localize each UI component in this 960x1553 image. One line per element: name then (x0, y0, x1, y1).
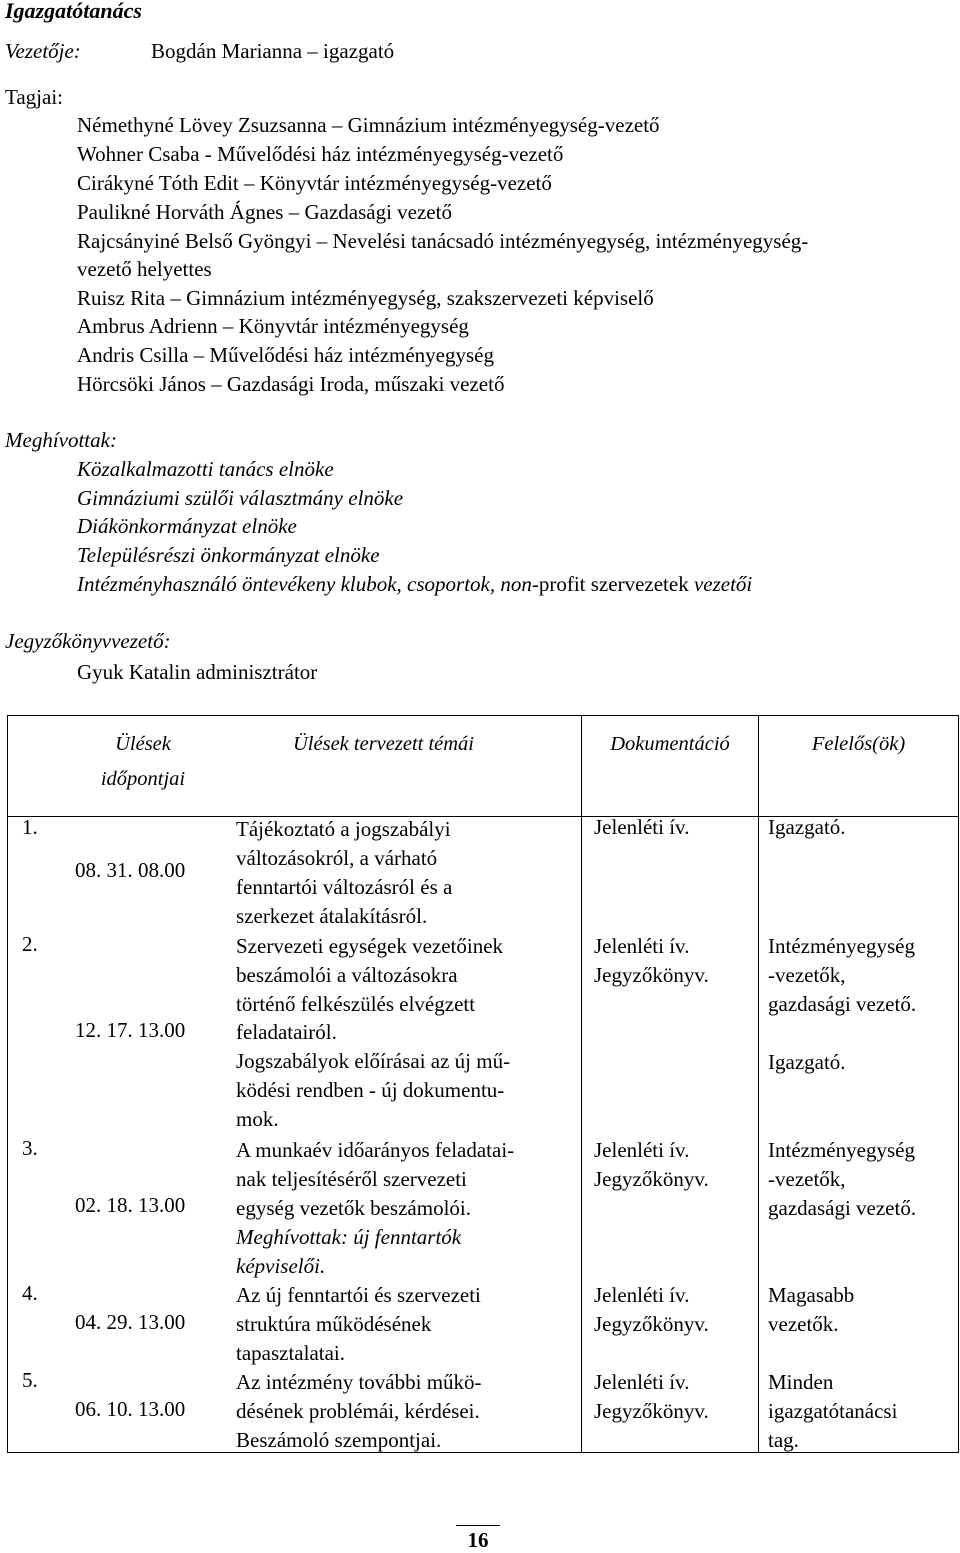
header-topics: Ülések tervezett témái (293, 733, 475, 755)
invited-line: Gimnáziumi szülői választmány elnöke (77, 486, 404, 510)
topic-line: szerkezet átalakításról. (236, 904, 428, 928)
table-col-divider (758, 814, 759, 1452)
topic-line: Meghívottak: új fenntartók (236, 1225, 462, 1249)
row-date: 02. 18. 13.00 (75, 1193, 186, 1217)
responsible-line: Intézményegység (768, 934, 915, 958)
topic-line: beszámolói a változásokra (236, 962, 458, 987)
leader-value: Bogdán Marianna – igazgató (151, 39, 395, 63)
section-heading: Igazgatótanács (5, 0, 142, 23)
row-topics (236, 1368, 482, 1455)
topic-line: történő felkészülés elvégzett (236, 991, 476, 1016)
row-number: 5. (22, 1368, 38, 1392)
header-date-line2: időpontjai (100, 768, 186, 790)
doc-line: Jegyzőkönyv. (594, 1167, 709, 1191)
responsible-line: igazgatótanácsi (768, 1399, 898, 1423)
invited-line: Településrészi önkormányzat elnöke (77, 543, 380, 567)
leader-label: Vezetője: (5, 39, 81, 63)
member-line: vezető helyettes (77, 257, 212, 281)
page-number: 16 (456, 1525, 500, 1553)
row-responsible (768, 1368, 897, 1455)
invited-line-part: vezetői (688, 572, 753, 596)
topic-line: ködési rendben - új dokumentu- (236, 1077, 505, 1102)
row-docs: Jelenléti ív. (594, 815, 690, 839)
member-line: Ambrus Adrienn – Könyvtár intézményegység (77, 314, 469, 338)
row-responsible (768, 1136, 916, 1223)
invited-line (77, 572, 752, 597)
row-date: 06. 10. 13.00 (75, 1397, 186, 1421)
doc-line: Jelenléti ív. (594, 1283, 690, 1307)
doc-line: Jelenléti ív. (594, 934, 690, 958)
doc-line: Jelenléti ív. (594, 1370, 690, 1394)
topic-line: Az új fenntartói és szervezeti (236, 1283, 481, 1307)
responsible-line: gazdasági vezető. (768, 992, 917, 1016)
responsible-line: tag. (768, 1428, 799, 1452)
row-topics (236, 815, 452, 931)
table-header-row (8, 716, 959, 817)
table-col-divider (581, 814, 582, 1452)
topic-line: tapasztalatai. (236, 1341, 346, 1365)
row-responsible: Igazgató. (768, 815, 846, 839)
members-label: Tagjai: (5, 85, 64, 109)
recorder-value: Gyuk Katalin adminisztrátor (77, 660, 318, 684)
row-number: 1. (22, 815, 38, 839)
member-line: Wohner Csaba - Művelődési ház intézményegység-vezető (77, 142, 564, 166)
doc-line: Jelenléti ív. (594, 1138, 690, 1162)
row-responsible (768, 1281, 854, 1339)
member-line: Andris Csilla – Művelődési ház intézményegység (77, 343, 494, 367)
member-line: Paulikné Horváth Ágnes – Gazdasági vezető (77, 200, 452, 224)
row-docs (594, 1281, 709, 1339)
row-date: 04. 29. 13.00 (75, 1310, 186, 1334)
row-number: 2. (22, 932, 38, 956)
row-docs (594, 1368, 709, 1426)
row-topics (236, 1136, 514, 1281)
member-line: Némethyné Lövey Zsuzsanna – Gimnázium intézményegység-vezető (77, 113, 660, 137)
topic-line: fenntartói változásról és a (236, 875, 453, 899)
topic-line: változásokról, a várható (236, 846, 438, 870)
row-docs (594, 1136, 709, 1194)
header-date (68, 730, 218, 794)
topic-line: Tájékoztató a jogszabályi (236, 817, 451, 841)
header-docs: Dokumentáció (582, 716, 759, 817)
invited-line-part: profit szervezetek (538, 572, 689, 596)
invited-line: Diákönkormányzat elnöke (77, 514, 297, 538)
responsible-line: Intézményegység (768, 1138, 915, 1162)
schedule-table (7, 715, 959, 817)
row-responsible (768, 932, 916, 1077)
row-number: 4. (22, 1281, 38, 1305)
topic-line: Az intézmény további műkö- (236, 1370, 482, 1394)
header-date-topics (8, 716, 582, 817)
topic-line: nak teljesítéséről szervezeti (236, 1167, 467, 1191)
responsible-line (768, 1019, 916, 1048)
topic-line: désének problémái, kérdései. (236, 1399, 480, 1423)
responsible-line: Minden (768, 1370, 834, 1394)
responsible-line: Igazgató. (768, 1050, 846, 1074)
member-line: Cirákyné Tóth Edit – Könyvtár intézményegység-vezető (77, 171, 552, 195)
member-line: Rajcsányiné Belső Gyöngyi – Nevelési tanácsadó intézményegység, intézményegység- (77, 229, 809, 253)
invited-line-part: Intézményhasználó öntevékeny klubok, csoportok, non- (77, 572, 539, 596)
doc-line: Jegyzőkönyv. (594, 1312, 709, 1336)
row-date: 08. 31. 08.00 (75, 858, 186, 882)
responsible-line: -vezetők, (768, 963, 846, 987)
topic-line: Szervezeti egységek vezetőinek (236, 934, 504, 958)
member-line: Hörcsöki János – Gazdasági Iroda, műszaki vezető (77, 372, 505, 396)
topic-line: egység vezetők beszámolói. (236, 1196, 471, 1220)
member-line: Ruisz Rita – Gimnázium intézményegység, szakszervezeti képviselő (77, 286, 654, 310)
doc-line: Jegyzőkönyv. (594, 1399, 709, 1423)
topic-line: mok. (236, 1106, 279, 1131)
topic-line: képviselői. (236, 1254, 326, 1278)
topic-line: A munkaév időarányos feladatai- (236, 1138, 515, 1162)
invited-line: Közalkalmazotti tanács elnöke (77, 457, 334, 481)
header-responsible: Felelős(ök) (759, 716, 959, 817)
invited-label: Meghívottak: (5, 428, 117, 452)
topic-line: Jogszabályok előírásai az új mű- (236, 1049, 511, 1074)
responsible-line: Magasabb (768, 1283, 855, 1307)
doc-line: Jegyzőkönyv. (594, 963, 709, 987)
recorder-label: Jegyzőkönyvvezető: (5, 629, 171, 653)
row-docs (594, 932, 709, 990)
row-date: 12. 17. 13.00 (75, 1018, 186, 1042)
row-topics (236, 1281, 481, 1368)
responsible-line: gazdasági vezető. (768, 1196, 917, 1220)
topic-line: feladatairól. (236, 1020, 337, 1045)
responsible-line: -vezetők, (768, 1167, 846, 1191)
row-topics (236, 932, 510, 1134)
responsible-line: vezetők. (768, 1312, 839, 1336)
topic-line: struktúra működésének (236, 1312, 432, 1336)
topic-line: Beszámoló szempontjai. (236, 1428, 442, 1452)
header-date-line1: Ülések (115, 733, 171, 755)
row-number: 3. (22, 1136, 38, 1160)
